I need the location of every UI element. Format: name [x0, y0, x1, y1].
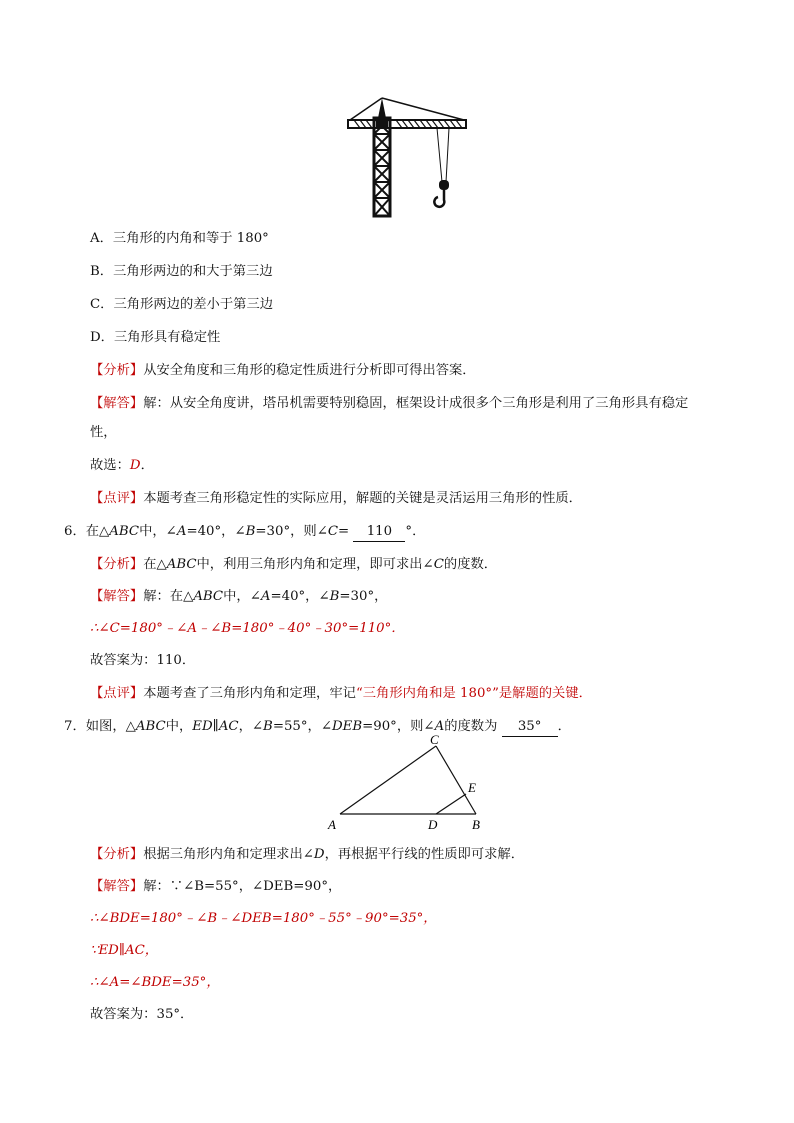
q6-analysis-part: 的度数．: [443, 557, 498, 572]
q5-choice-suffix: ．: [140, 458, 154, 473]
option-a: A．三角形的内角和等于 180°: [90, 231, 269, 246]
q6-comment-highlight: “三角形内角和是 180°”是解题的关键．: [355, 686, 592, 701]
q5-solution: [90, 395, 688, 413]
segment-ac: [340, 746, 436, 814]
q7-analysis-var: D: [313, 847, 325, 862]
tower-crane-figure: [346, 96, 468, 220]
q5-choice-value: D: [129, 458, 141, 473]
q7-stem-part: ，∠: [238, 719, 264, 734]
q6-stem-part: 中，∠: [139, 524, 177, 539]
q6-solution: [90, 588, 387, 606]
option-b: B．三角形两边的和大于第三边: [90, 264, 273, 279]
q6-solution-part: 解：在△: [143, 589, 194, 604]
q6-comment-text: 本题考查了三角形内角和定理，牢记: [143, 686, 356, 701]
q6-solution-part: =30°，: [339, 589, 388, 604]
q7-stem-part: =55°，∠: [272, 719, 332, 734]
comment-tag: 【点评】: [90, 686, 144, 701]
comment-tag: 【点评】: [90, 491, 144, 506]
q7-stem-part: 中，: [165, 719, 193, 734]
q6-solution-var: ABC: [193, 589, 224, 604]
q6-solution-part: =40°，∠: [270, 589, 330, 604]
q6-analysis-part: 中，利用三角形内角和定理，即可求出∠: [196, 557, 434, 572]
q5-comment-text: 本题考查三角形稳定性的实际应用，解题的关键是灵活运用三角形的性质．: [143, 491, 582, 506]
q6-analysis-var: C: [433, 557, 444, 572]
q6-analysis-var: ABC: [166, 557, 197, 572]
option-c: C．三角形两边的差小于第三边: [90, 297, 274, 312]
q7-solution-part: 解：∵∠B=55°，∠DEB=90°，: [143, 879, 342, 894]
q5-solution-line-2: 性，: [90, 425, 117, 440]
q6-stem-part: °．: [405, 524, 426, 539]
q6-solution-var: A: [260, 589, 271, 604]
q5-analysis-text: 从安全角度和三角形的稳定性质进行分析即可得出答案．: [143, 363, 476, 378]
analysis-tag: 【分析】: [90, 363, 144, 378]
q7-solution: [90, 878, 341, 896]
q7-analysis-part: 根据三角形内角和定理求出∠: [143, 847, 314, 862]
q6-calc: ∴∠C=180°﹣∠A﹣∠B=180°﹣40°﹣30°=110°．: [90, 621, 405, 636]
question-number: 6．: [64, 524, 86, 539]
q6-stem-var: ABC: [109, 524, 140, 539]
triangle-figure: [324, 732, 494, 834]
q6-stem-part: =: [338, 524, 350, 539]
q7-stem-var: A: [434, 719, 445, 734]
segment-de: [436, 794, 466, 814]
q7-answer-blank: 35°: [502, 718, 558, 737]
q5-comment: [90, 490, 582, 508]
q7-stem-var: ED: [192, 719, 213, 734]
solution-tag: 【解答】: [90, 396, 144, 411]
solution-tag: 【解答】: [90, 589, 144, 604]
q5-solution-text-1: 解：从安全角度讲，塔吊机需要特别稳固，框架设计成很多个三角形是利用了三角形具有稳定: [143, 396, 689, 411]
q5-choice-prefix: 故选：: [90, 458, 130, 473]
q6-analysis: [90, 556, 497, 574]
q7-final-answer: 故答案为：35°．: [90, 1007, 194, 1022]
q7-stem-var: B: [263, 719, 273, 734]
q7-stem-part: 的度数为: [444, 719, 498, 734]
q6-stem-var: B: [245, 524, 256, 539]
analysis-tag: 【分析】: [90, 557, 144, 572]
q7-calc-3: ∴∠A=∠BDE=35°，: [90, 975, 220, 990]
q7-stem-var: DEB: [331, 719, 363, 734]
q6-solution-part: 中，∠: [223, 589, 261, 604]
label-e: E: [468, 780, 476, 795]
analysis-tag: 【分析】: [90, 847, 144, 862]
q6-comment: [90, 685, 592, 703]
solution-tag: 【解答】: [90, 879, 144, 894]
q6-analysis-part: 在△: [143, 557, 167, 572]
q6-stem-var: C: [327, 524, 339, 539]
q5-choice: [90, 457, 154, 475]
q6-stem-part: =30°，则∠: [255, 524, 328, 539]
q7-stem-var: ABC: [135, 719, 166, 734]
q6-solution-var: B: [329, 589, 340, 604]
q6-answer-blank: 110: [353, 523, 405, 542]
label-c: C: [430, 732, 439, 747]
q7-stem-var: AC: [218, 719, 239, 734]
q7-calc-1: ∴∠BDE=180°﹣∠B﹣∠DEB=180°﹣55°﹣90°=35°，: [90, 911, 437, 926]
option-d: D．三角形具有稳定性: [90, 330, 221, 345]
q7-stem: [64, 718, 571, 737]
q7-analysis: [90, 846, 524, 864]
label-d: D: [428, 817, 438, 832]
q6-stem-part: =40°，∠: [186, 524, 246, 539]
q6-stem-part: 在△: [85, 524, 110, 539]
q5-analysis: [90, 362, 476, 380]
label-a: A: [328, 817, 336, 832]
q7-stem-part: ∥: [212, 719, 219, 734]
q6-stem-var: A: [176, 524, 187, 539]
question-number: 7．: [64, 719, 86, 734]
label-b: B: [472, 817, 480, 832]
q6-final-answer: 故答案为：110．: [90, 653, 196, 668]
q7-calc-2: ∵ED∥AC，: [90, 943, 159, 958]
q7-stem-part: ．: [557, 719, 571, 734]
q7-stem-part: =90°，则∠: [362, 719, 435, 734]
q7-analysis-part: ，再根据平行线的性质即可求解．: [324, 847, 525, 862]
q7-stem-part: 如图，△: [85, 719, 136, 734]
q6-stem: [64, 523, 425, 542]
